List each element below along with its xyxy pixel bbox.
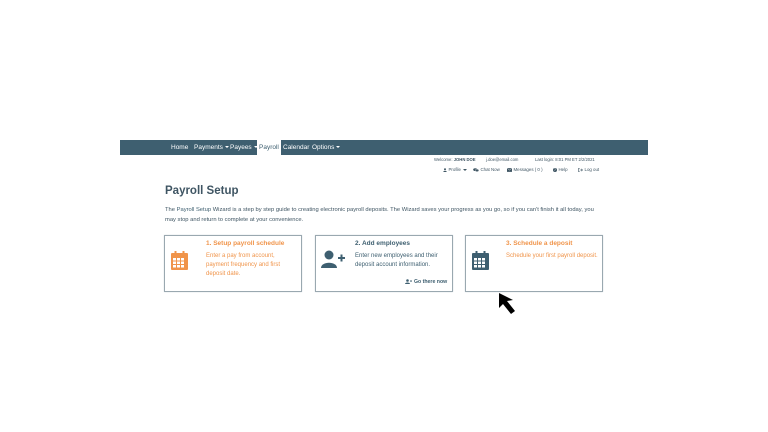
nav-payees-label: Payees (230, 144, 252, 151)
chat-link[interactable] (473, 167, 500, 173)
logout-icon (578, 168, 583, 172)
mouse-cursor-icon (498, 292, 522, 315)
card-description: Enter a pay from account, payment frequency and first deposit date. (206, 253, 281, 277)
nav-payees[interactable] (230, 140, 258, 155)
welcome-label: Welcome: (434, 157, 453, 162)
nav-payroll-label: Payroll (259, 144, 279, 151)
nav-payments[interactable] (194, 140, 229, 155)
logout-link[interactable] (578, 167, 599, 173)
nav-payments-label: Payments (194, 144, 223, 151)
caret-down-icon (463, 169, 467, 171)
caret-down-icon (225, 146, 229, 148)
card-description: Enter new employees and their deposit account information. (355, 253, 438, 268)
nav-options-label: Options (312, 144, 335, 151)
welcome-text (434, 157, 476, 163)
user-name: JOHN DOE (453, 157, 476, 162)
profile-link[interactable] (443, 167, 467, 173)
profile-label: Profile (448, 167, 461, 172)
step-card-setup-schedule[interactable] (164, 235, 302, 292)
caret-down-icon (336, 146, 340, 148)
nav-calendar-label: Calendar (283, 144, 310, 151)
nav-options[interactable] (312, 140, 340, 155)
logout-label: Log out (584, 167, 600, 172)
page-title: Payroll Setup (165, 185, 239, 197)
step-card-add-employees[interactable] (315, 235, 453, 292)
intro-pre: The (165, 207, 177, 213)
user-email: j.doe@email.com (486, 157, 519, 162)
card-title[interactable]: 1. Setup payroll schedule (206, 240, 285, 247)
intro-text (165, 206, 600, 225)
card-title[interactable]: 2. Add employees (355, 240, 411, 247)
nav-home-label: Home (171, 144, 189, 151)
card-description: Schedule your first payroll deposit. (506, 253, 598, 259)
last-login (535, 157, 595, 163)
messages-label: Messages ( 0 ) (513, 167, 543, 172)
go-there-now-label: Go there now (414, 279, 448, 285)
last-login-label: Last login: (535, 157, 555, 162)
step-card-schedule-deposit[interactable] (465, 235, 603, 292)
go-there-now-link[interactable] (405, 279, 447, 285)
nav-home[interactable] (171, 140, 188, 155)
calendar-icon (171, 251, 188, 270)
help-icon (553, 168, 557, 172)
intro-post: Wizard is a step by step guide to creating electronic payroll deposits. The Wizard saves your progress as you go, so if you can't finish it all today, you may stop and return to complete at your convenience. (165, 207, 594, 223)
help-label: Help (558, 167, 568, 172)
add-user-icon (405, 279, 412, 284)
nav-calendar[interactable] (283, 140, 309, 155)
card-title[interactable]: 3. Schedule a deposit (506, 240, 573, 247)
calendar-icon (472, 251, 489, 270)
help-link[interactable] (553, 167, 568, 173)
last-login-value: 8:01 PM ET 2/2/2021 (555, 157, 595, 162)
svg-text:?: ? (554, 168, 556, 172)
chat-label: Chat Now (480, 167, 500, 172)
chat-icon (473, 168, 479, 172)
add-user-icon (321, 250, 345, 268)
envelope-icon (507, 168, 512, 172)
intro-highlight: Payroll Setup (176, 207, 212, 213)
main-nav (120, 140, 648, 155)
messages-link[interactable] (507, 167, 543, 173)
user-icon (443, 168, 447, 172)
nav-payroll[interactable] (257, 140, 281, 155)
